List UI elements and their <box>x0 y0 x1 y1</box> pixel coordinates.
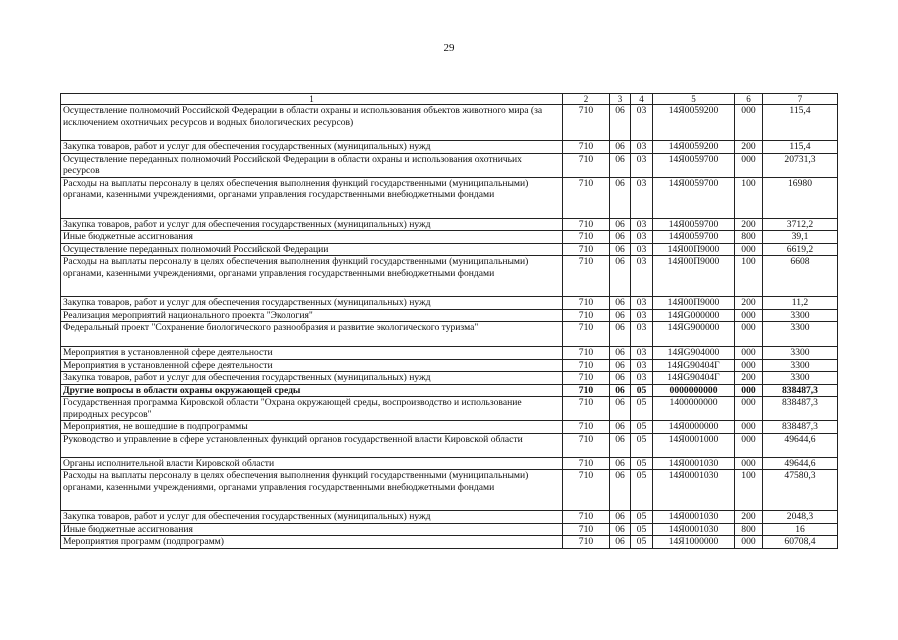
row-target-article-cell: 14Я0001030 <box>653 457 735 470</box>
row-ved-cell: 710 <box>563 421 610 434</box>
row-expense-type-cell: 000 <box>735 384 763 397</box>
row-amount-cell: 3300 <box>763 347 838 360</box>
row-section-cell: 06 <box>610 141 631 154</box>
row-subsection-cell: 05 <box>631 523 653 536</box>
row-ved-cell: 710 <box>563 322 610 347</box>
row-ved-cell: 710 <box>563 536 610 549</box>
row-target-article-cell: 14Я00П9000 <box>653 243 735 256</box>
row-subsection-cell: 03 <box>631 256 653 297</box>
row-amount-cell: 3300 <box>763 372 838 385</box>
row-expense-type-cell: 200 <box>735 218 763 231</box>
table-row <box>61 105 838 141</box>
row-subsection-cell: 05 <box>631 511 653 524</box>
table-row <box>61 297 838 310</box>
row-expense-type-cell: 000 <box>735 397 763 421</box>
row-target-article-cell: 14Я0001000 <box>653 433 735 457</box>
row-expense-type-cell: 200 <box>735 141 763 154</box>
row-target-article-cell: 14ЯG900000 <box>653 322 735 347</box>
table-row <box>61 397 838 421</box>
row-expense-type-cell: 000 <box>735 322 763 347</box>
row-expense-type-cell: 000 <box>735 309 763 322</box>
row-section-cell: 06 <box>610 256 631 297</box>
table-row <box>61 511 838 524</box>
row-expense-type-cell: 200 <box>735 511 763 524</box>
row-amount-cell: 16980 <box>763 177 838 218</box>
row-target-article-cell: 14Я0001030 <box>653 470 735 511</box>
row-target-article-cell: 0000000000 <box>653 384 735 397</box>
table-row <box>61 433 838 457</box>
row-subsection-cell: 03 <box>631 218 653 231</box>
table-row <box>61 243 838 256</box>
table-row <box>61 141 838 154</box>
row-ved-cell: 710 <box>563 105 610 141</box>
row-target-article-cell: 14Я0059700 <box>653 218 735 231</box>
row-expense-type-cell: 800 <box>735 231 763 244</box>
row-section-cell: 06 <box>610 347 631 360</box>
row-subsection-cell: 05 <box>631 433 653 457</box>
row-name-cell: Осуществление переданных полномочий Российской Федерации <box>61 243 563 256</box>
row-section-cell: 06 <box>610 384 631 397</box>
row-section-cell: 06 <box>610 243 631 256</box>
row-subsection-cell: 05 <box>631 470 653 511</box>
table-row <box>61 470 838 511</box>
row-subsection-cell: 03 <box>631 177 653 218</box>
row-name-cell: Расходы на выплаты персоналу в целях обеспечения выполнения функций государственными (муниципальными) органами, казенными учреждениями, органами управления государственными внебюджетными фондами <box>61 177 563 218</box>
row-expense-type-cell: 800 <box>735 523 763 536</box>
row-ved-cell: 710 <box>563 457 610 470</box>
table-body <box>61 105 838 549</box>
row-subsection-cell: 03 <box>631 322 653 347</box>
row-section-cell: 06 <box>610 153 631 177</box>
row-target-article-cell: 14ЯG000000 <box>653 309 735 322</box>
row-subsection-cell: 05 <box>631 536 653 549</box>
table-row <box>61 457 838 470</box>
row-expense-type-cell: 000 <box>735 347 763 360</box>
row-amount-cell: 838487,3 <box>763 397 838 421</box>
row-subsection-cell: 05 <box>631 384 653 397</box>
row-target-article-cell: 1400000000 <box>653 397 735 421</box>
row-section-cell: 06 <box>610 218 631 231</box>
row-amount-cell: 3300 <box>763 309 838 322</box>
row-target-article-cell: 14Я0059700 <box>653 153 735 177</box>
row-amount-cell: 39,1 <box>763 231 838 244</box>
row-amount-cell: 20731,3 <box>763 153 838 177</box>
row-target-article-cell: 14Я0059700 <box>653 231 735 244</box>
table-row <box>61 347 838 360</box>
row-expense-type-cell: 000 <box>735 243 763 256</box>
table-row <box>61 153 838 177</box>
row-name-cell: Расходы на выплаты персоналу в целях обеспечения выполнения функций государственными (муниципальными) органами, казенными учреждениями, органами управления государственными внебюджетными фондами <box>61 256 563 297</box>
row-expense-type-cell: 200 <box>735 372 763 385</box>
row-ved-cell: 710 <box>563 141 610 154</box>
row-target-article-cell: 14ЯG90404Г <box>653 359 735 372</box>
row-expense-type-cell: 000 <box>735 457 763 470</box>
header-col-6: 6 <box>735 94 763 105</box>
row-name-cell: Федеральный проект "Сохранение биологического разнообразия и развитие экологического туризма" <box>61 322 563 347</box>
row-section-cell: 06 <box>610 536 631 549</box>
row-expense-type-cell: 000 <box>735 359 763 372</box>
row-name-cell: Органы исполнительной власти Кировской области <box>61 457 563 470</box>
row-target-article-cell: 14Я1000000 <box>653 536 735 549</box>
row-name-cell: Иные бюджетные ассигнования <box>61 231 563 244</box>
row-target-article-cell: 14ЯG904000 <box>653 347 735 360</box>
row-section-cell: 06 <box>610 511 631 524</box>
row-subsection-cell: 03 <box>631 153 653 177</box>
row-amount-cell: 838487,3 <box>763 384 838 397</box>
row-section-cell: 06 <box>610 177 631 218</box>
table-header-row <box>61 94 838 105</box>
row-subsection-cell: 03 <box>631 141 653 154</box>
row-name-cell: Закупка товаров, работ и услуг для обеспечения государственных (муниципальных) нужд <box>61 297 563 310</box>
row-amount-cell: 11,2 <box>763 297 838 310</box>
table-row <box>61 177 838 218</box>
table-row <box>61 256 838 297</box>
row-target-article-cell: 14Я0059700 <box>653 177 735 218</box>
row-subsection-cell: 05 <box>631 457 653 470</box>
row-expense-type-cell: 000 <box>735 433 763 457</box>
row-ved-cell: 710 <box>563 397 610 421</box>
row-amount-cell: 115,4 <box>763 141 838 154</box>
page-number: 29 <box>443 42 455 54</box>
row-name-cell: Руководство и управление в сфере установленных функций органов государственной власти Кировской области <box>61 433 563 457</box>
row-ved-cell: 710 <box>563 256 610 297</box>
row-ved-cell: 710 <box>563 177 610 218</box>
row-ved-cell: 710 <box>563 372 610 385</box>
row-name-cell: Мероприятия, не вошедшие в подпрограммы <box>61 421 563 434</box>
table-row <box>61 372 838 385</box>
row-name-cell: Осуществление полномочий Российской Федерации в области охраны и использования объектов животного мира (за исключением охотничьих ресурсов и водных биологических ресурсов) <box>61 105 563 141</box>
row-subsection-cell: 03 <box>631 297 653 310</box>
row-subsection-cell: 03 <box>631 243 653 256</box>
row-amount-cell: 3300 <box>763 359 838 372</box>
row-expense-type-cell: 000 <box>735 105 763 141</box>
row-expense-type-cell: 200 <box>735 297 763 310</box>
row-section-cell: 06 <box>610 322 631 347</box>
table-row <box>61 322 838 347</box>
table-row <box>61 218 838 231</box>
row-section-cell: 06 <box>610 421 631 434</box>
row-ved-cell: 710 <box>563 433 610 457</box>
row-section-cell: 06 <box>610 105 631 141</box>
row-subsection-cell: 05 <box>631 397 653 421</box>
row-target-article-cell: 14ЯG90404Г <box>653 372 735 385</box>
row-expense-type-cell: 000 <box>735 153 763 177</box>
row-section-cell: 06 <box>610 523 631 536</box>
row-target-article-cell: 14Я0001030 <box>653 511 735 524</box>
row-amount-cell: 6619,2 <box>763 243 838 256</box>
row-section-cell: 06 <box>610 231 631 244</box>
row-name-cell: Закупка товаров, работ и услуг для обеспечения государственных (муниципальных) нужд <box>61 511 563 524</box>
table-row <box>61 359 838 372</box>
row-name-cell: Государственная программа Кировской области "Охрана окружающей среды, воспроизводство и использование природных ресурсов" <box>61 397 563 421</box>
row-subsection-cell: 03 <box>631 105 653 141</box>
row-name-cell: Закупка товаров, работ и услуг для обеспечения государственных (муниципальных) нужд <box>61 218 563 231</box>
row-name-cell: Иные бюджетные ассигнования <box>61 523 563 536</box>
header-col-1: 1 <box>61 94 563 105</box>
row-ved-cell: 710 <box>563 359 610 372</box>
row-target-article-cell: 14Я00П9000 <box>653 297 735 310</box>
row-expense-type-cell: 000 <box>735 421 763 434</box>
row-ved-cell: 710 <box>563 347 610 360</box>
row-amount-cell: 47580,3 <box>763 470 838 511</box>
header-col-2: 2 <box>563 94 610 105</box>
row-target-article-cell: 14Я00П9000 <box>653 256 735 297</box>
row-target-article-cell: 14Я0000000 <box>653 421 735 434</box>
row-ved-cell: 710 <box>563 218 610 231</box>
row-ved-cell: 710 <box>563 243 610 256</box>
row-section-cell: 06 <box>610 470 631 511</box>
row-ved-cell: 710 <box>563 523 610 536</box>
row-ved-cell: 710 <box>563 309 610 322</box>
row-amount-cell: 6608 <box>763 256 838 297</box>
header-col-5: 5 <box>653 94 735 105</box>
row-name-cell: Мероприятия в установленной сфере деятельности <box>61 359 563 372</box>
row-name-cell: Закупка товаров, работ и услуг для обеспечения государственных (муниципальных) нужд <box>61 141 563 154</box>
row-ved-cell: 710 <box>563 470 610 511</box>
row-name-cell: Мероприятия в установленной сфере деятельности <box>61 347 563 360</box>
row-ved-cell: 710 <box>563 511 610 524</box>
row-expense-type-cell: 100 <box>735 177 763 218</box>
row-amount-cell: 3300 <box>763 322 838 347</box>
header-col-4: 4 <box>631 94 653 105</box>
table-row <box>61 523 838 536</box>
row-amount-cell: 49644,6 <box>763 433 838 457</box>
row-subsection-cell: 03 <box>631 309 653 322</box>
row-subsection-cell: 03 <box>631 231 653 244</box>
row-amount-cell: 3712,2 <box>763 218 838 231</box>
row-section-cell: 06 <box>610 297 631 310</box>
row-section-cell: 06 <box>610 397 631 421</box>
row-ved-cell: 710 <box>563 384 610 397</box>
row-ved-cell: 710 <box>563 231 610 244</box>
table-row <box>61 309 838 322</box>
row-target-article-cell: 14Я0059200 <box>653 105 735 141</box>
row-ved-cell: 710 <box>563 153 610 177</box>
row-amount-cell: 2048,3 <box>763 511 838 524</box>
table-row <box>61 231 838 244</box>
row-name-cell: Другие вопросы в области охраны окружающей среды <box>61 384 563 397</box>
row-name-cell: Расходы на выплаты персоналу в целях обеспечения выполнения функций государственными (муниципальными) органами, казенными учреждениями, органами управления государственными внебюджетными фондами <box>61 470 563 511</box>
row-amount-cell: 49644,6 <box>763 457 838 470</box>
row-expense-type-cell: 100 <box>735 256 763 297</box>
row-name-cell: Осуществление переданных полномочий Российской Федерации в области охраны и использования охотничьих ресурсов <box>61 153 563 177</box>
row-section-cell: 06 <box>610 309 631 322</box>
header-col-3: 3 <box>610 94 631 105</box>
budget-table <box>60 93 838 549</box>
table-row <box>61 536 838 549</box>
row-target-article-cell: 14Я0059200 <box>653 141 735 154</box>
row-section-cell: 06 <box>610 359 631 372</box>
table-row <box>61 384 838 397</box>
row-subsection-cell: 03 <box>631 347 653 360</box>
row-name-cell: Закупка товаров, работ и услуг для обеспечения государственных (муниципальных) нужд <box>61 372 563 385</box>
row-amount-cell: 115,4 <box>763 105 838 141</box>
row-subsection-cell: 03 <box>631 359 653 372</box>
row-section-cell: 06 <box>610 372 631 385</box>
row-expense-type-cell: 100 <box>735 470 763 511</box>
row-section-cell: 06 <box>610 433 631 457</box>
row-section-cell: 06 <box>610 457 631 470</box>
table-row <box>61 421 838 434</box>
row-name-cell: Реализация мероприятий национального проекта "Экология" <box>61 309 563 322</box>
row-amount-cell: 838487,3 <box>763 421 838 434</box>
row-ved-cell: 710 <box>563 297 610 310</box>
row-expense-type-cell: 000 <box>735 536 763 549</box>
row-name-cell: Мероприятия программ (подпрограмм) <box>61 536 563 549</box>
row-subsection-cell: 05 <box>631 421 653 434</box>
header-col-7: 7 <box>763 94 838 105</box>
row-target-article-cell: 14Я0001030 <box>653 523 735 536</box>
row-amount-cell: 16 <box>763 523 838 536</box>
row-amount-cell: 60708,4 <box>763 536 838 549</box>
row-subsection-cell: 03 <box>631 372 653 385</box>
